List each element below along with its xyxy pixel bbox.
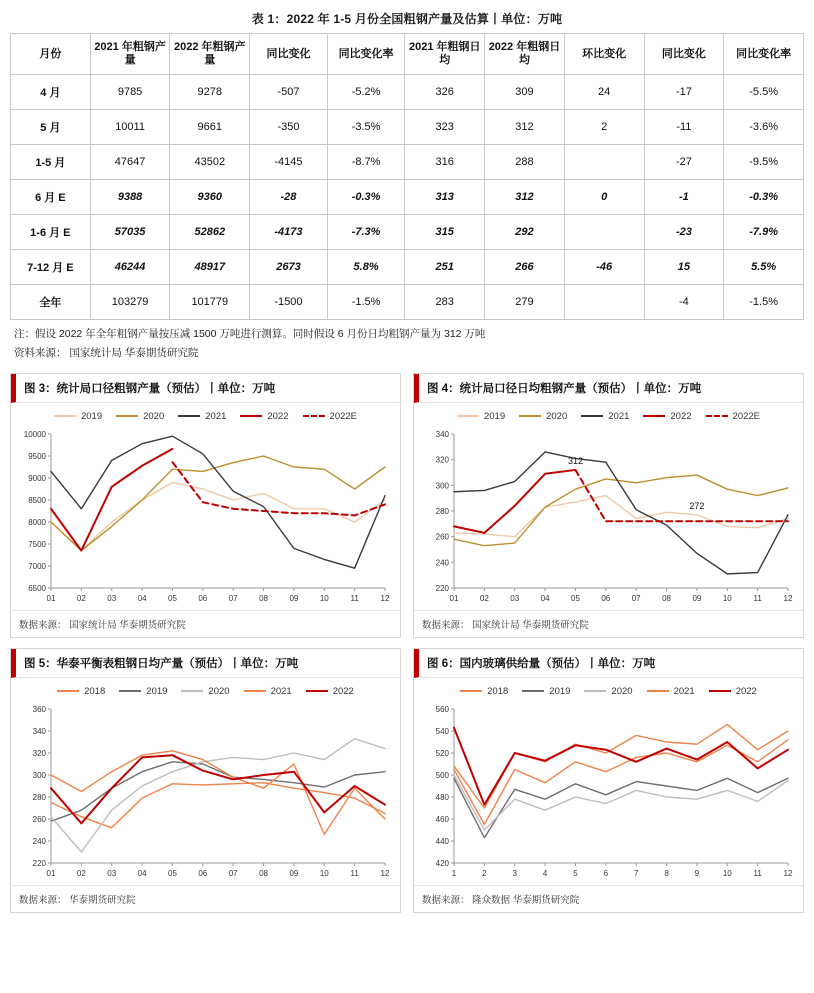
table-cell: 288 [485,145,565,180]
legend-swatch [57,690,79,692]
table-cell: -17 [644,75,724,110]
legend-label: 2019 [80,410,103,422]
table-cell: -3.5% [327,110,405,145]
svg-text:220: 220 [435,583,449,593]
row-label: 7-12 月 E [11,250,91,285]
table-cell: -46 [564,250,644,285]
table-cell: 9388 [90,180,170,215]
legend-item [54,411,102,422]
legend-item [643,411,691,422]
steel-output-table [10,33,804,320]
svg-text:03: 03 [510,593,520,603]
table-header-row [11,34,804,75]
svg-text:03: 03 [107,593,117,603]
row-label: 4 月 [11,75,91,110]
col-month: 月份 [11,34,91,75]
svg-text:09: 09 [289,868,299,878]
table-cell: 43502 [170,145,250,180]
charts-row-2 [10,648,804,913]
legend-swatch [709,690,731,692]
svg-text:05: 05 [168,593,177,603]
legend-label: 2019 [483,410,506,422]
svg-text:4: 4 [542,868,548,878]
table-cell: -28 [250,180,328,215]
svg-text:8000: 8000 [28,517,46,527]
table-cell: -4173 [250,215,328,250]
legend-label: 2022 [267,410,289,422]
row-label: 6 月 E [11,180,91,215]
svg-text:7500: 7500 [28,539,46,549]
table-cell: 57035 [90,215,170,250]
svg-text:560: 560 [435,704,449,714]
table-cell: -0.3% [327,180,405,215]
svg-text:6: 6 [603,868,609,878]
chart-3-legend [11,403,400,424]
svg-text:9000: 9000 [28,473,46,483]
legend-swatch [240,415,262,417]
chart-6-plot [420,699,797,885]
legend-label: 2022 [735,685,757,697]
table-cell: 309 [485,75,565,110]
legend-swatch [706,415,728,417]
svg-text:02: 02 [479,593,489,603]
series-line [454,778,788,837]
legend-item [457,411,505,422]
svg-text:02: 02 [76,593,86,603]
legend-label: 2022E [329,410,358,422]
svg-text:08: 08 [259,868,268,878]
legend-label: 2020 [546,410,568,422]
legend-swatch [178,415,200,417]
legend-item [116,411,164,422]
table-cell [564,215,644,250]
legend-item [522,686,570,697]
line-chart [420,424,798,610]
svg-text:04: 04 [137,593,147,603]
table-cell: -1500 [250,285,328,320]
svg-text:540: 540 [435,726,449,736]
svg-text:11: 11 [753,593,762,603]
row-label: 1-5 月 [11,145,91,180]
chart-6-title: 图 6：国内玻璃供给量（预估）丨单位：万吨 [414,649,803,678]
table-cell: 313 [405,180,485,215]
legend-swatch [119,690,141,692]
table-cell: 266 [485,250,565,285]
svg-text:02: 02 [76,868,86,878]
table-cell: -0.3% [724,180,804,215]
table-cell: 52862 [170,215,250,250]
svg-text:04: 04 [137,868,147,878]
chart-4-title: 图 4：统计局口径日均粗钢产量（预估）丨单位：万吨 [414,374,803,403]
svg-text:300: 300 [32,770,46,780]
svg-text:08: 08 [259,593,268,603]
svg-text:06: 06 [198,868,208,878]
svg-text:07: 07 [228,593,238,603]
svg-text:340: 340 [435,429,449,439]
col-2021-output: 2021 年粗钢产量 [90,34,170,75]
svg-text:08: 08 [662,593,671,603]
legend-swatch [519,415,541,417]
table-cell: -507 [250,75,328,110]
table-cell: 283 [405,285,485,320]
col-yoy-rate: 同比变化率 [327,34,405,75]
table-cell: -9.5% [724,145,804,180]
chart-annotation: 272 [689,500,705,511]
legend-swatch [244,690,266,692]
svg-text:09: 09 [289,593,299,603]
legend-item [647,686,695,697]
col-yoy-rate-2: 同比变化率 [724,34,804,75]
svg-text:01: 01 [449,593,459,603]
svg-text:280: 280 [32,792,46,802]
legend-label: 2022E [732,410,761,422]
series-line [51,755,385,823]
svg-text:1: 1 [451,868,457,878]
legend-swatch [460,690,482,692]
line-chart [17,699,395,885]
svg-text:12: 12 [380,593,390,603]
table-cell: -23 [644,215,724,250]
legend-swatch [581,415,603,417]
chart-4-legend [414,403,803,424]
legend-item [306,686,354,697]
line-chart [17,424,395,610]
table-cell [564,145,644,180]
svg-text:12: 12 [783,593,793,603]
table-note: 注：假设 2022 年全年粗钢产量按压减 1500 万吨进行测算。同时假设 6 月份日均粗钢产量为 312 万吨 [14,328,486,340]
chart-3-title: 图 3：统计局口径粗钢产量（预估）丨单位：万吨 [11,374,400,403]
legend-label: 2022 [670,410,692,422]
svg-text:9: 9 [694,868,700,878]
chart-5-legend [11,678,400,699]
svg-text:240: 240 [435,558,449,568]
col-yoy-change: 同比变化 [250,34,328,75]
table-cell: 48917 [170,250,250,285]
chart-5-title: 图 5：华泰平衡表粗钢日均产量（预估）丨单位：万吨 [11,649,400,678]
svg-text:7000: 7000 [28,561,46,571]
legend-item [581,411,629,422]
svg-text:10: 10 [319,593,329,603]
series-line [454,452,788,574]
table-cell: -4 [644,285,724,320]
svg-text:220: 220 [32,858,46,868]
table-cell: 5.5% [724,250,804,285]
legend-label: 2021 [608,410,630,422]
svg-text:10000: 10000 [23,429,46,439]
svg-text:11: 11 [753,868,762,878]
table-cell: -3.6% [724,110,804,145]
legend-item [709,686,757,697]
legend-item [584,686,632,697]
legend-item [181,686,229,697]
table-body [11,75,804,320]
chart-card-3 [10,373,401,638]
svg-text:11: 11 [350,593,359,603]
series-line [51,482,385,550]
table-row [11,145,804,180]
svg-text:12: 12 [783,868,793,878]
legend-label: 2020 [143,410,165,422]
svg-text:3: 3 [512,868,517,878]
series-line [454,470,575,533]
legend-swatch [584,690,606,692]
legend-item [244,686,292,697]
series-line [454,724,788,808]
legend-swatch [303,415,325,417]
legend-item [460,686,508,697]
svg-text:01: 01 [46,593,56,603]
series-line [51,761,385,820]
table-row [11,110,804,145]
legend-item [119,686,167,697]
table-cell: 9661 [170,110,250,145]
legend-swatch [306,690,328,692]
legend-label: 2018 [487,685,509,697]
table-cell: 10011 [90,110,170,145]
series-line [454,727,788,804]
chart-card-6 [413,648,804,913]
table-cell: 24 [564,75,644,110]
line-chart [420,699,798,885]
svg-text:420: 420 [435,858,449,868]
table-cell: 5.8% [327,250,405,285]
svg-text:440: 440 [435,836,449,846]
table-cell: 103279 [90,285,170,320]
table-row [11,250,804,285]
table-row [11,180,804,215]
table-cell: 15 [644,250,724,285]
table-row [11,215,804,250]
table-cell: 315 [405,215,485,250]
table-cell: 2673 [250,250,328,285]
col-yoy-change-2: 同比变化 [644,34,724,75]
svg-text:460: 460 [435,814,449,824]
svg-text:9500: 9500 [28,451,46,461]
legend-label: 2018 [84,685,106,697]
table-cell: -8.7% [327,145,405,180]
table-cell: 2 [564,110,644,145]
table-cell: 0 [564,180,644,215]
legend-item [519,411,567,422]
legend-item [303,411,357,422]
svg-text:360: 360 [32,704,46,714]
table-row [11,285,804,320]
table-cell: -1 [644,180,724,215]
legend-label: 2020 [611,685,633,697]
svg-text:340: 340 [32,726,46,736]
table-cell [564,285,644,320]
svg-text:06: 06 [198,593,208,603]
table-cell: 279 [485,285,565,320]
svg-text:6500: 6500 [28,583,46,593]
svg-text:300: 300 [435,481,449,491]
legend-swatch [643,415,665,417]
chart-annotation: 312 [567,455,583,466]
svg-text:320: 320 [32,748,46,758]
col-2022-daily: 2022 年粗钢日均 [485,34,565,75]
charts-row-1 [10,373,804,638]
table-cell: 9278 [170,75,250,110]
svg-text:10: 10 [319,868,329,878]
svg-text:260: 260 [32,814,46,824]
svg-text:280: 280 [435,506,449,516]
table-cell: 292 [485,215,565,250]
series-line [51,456,385,551]
legend-label: 2019 [549,685,571,697]
chart-card-5 [10,648,401,913]
svg-text:8500: 8500 [28,495,46,505]
table-cell: 47647 [90,145,170,180]
svg-text:500: 500 [435,770,449,780]
legend-item [706,411,760,422]
table-cell: 251 [405,250,485,285]
table-cell: 316 [405,145,485,180]
table-cell: -1.5% [724,285,804,320]
svg-text:8: 8 [664,868,669,878]
legend-item [57,686,105,697]
table-cell: -350 [250,110,328,145]
table-cell: 326 [405,75,485,110]
svg-text:12: 12 [380,868,390,878]
col-mom-change: 环比变化 [564,34,644,75]
svg-text:260: 260 [435,532,449,542]
table-cell: 312 [485,180,565,215]
chart-4-source: 数据来源： 国家统计局 华泰期货研究院 [414,610,803,637]
table-cell: -4145 [250,145,328,180]
svg-text:07: 07 [228,868,238,878]
legend-label: 2020 [208,685,230,697]
table-cell: 9785 [90,75,170,110]
table-cell: -5.5% [724,75,804,110]
chart-6-source: 数据来源： 隆众数据 华泰期货研究院 [414,885,803,912]
table-cell: 312 [485,110,565,145]
chart-5-plot [17,699,394,885]
svg-text:07: 07 [631,593,641,603]
table-cell: 101779 [170,285,250,320]
svg-text:2: 2 [482,868,487,878]
legend-label: 2019 [146,685,168,697]
table-cell: 323 [405,110,485,145]
legend-swatch [647,690,669,692]
series-line [51,750,385,834]
svg-text:10: 10 [722,593,732,603]
table-row [11,75,804,110]
svg-text:05: 05 [168,868,177,878]
legend-swatch [181,690,203,692]
svg-text:480: 480 [435,792,449,802]
series-line [51,436,385,568]
legend-label: 2022 [332,685,354,697]
table-cell: -27 [644,145,724,180]
legend-swatch [54,415,76,417]
chart-card-4 [413,373,804,638]
svg-text:11: 11 [350,868,359,878]
table-cell: -11 [644,110,724,145]
legend-swatch [457,415,479,417]
svg-text:04: 04 [540,593,550,603]
svg-text:520: 520 [435,748,449,758]
legend-label: 2021 [270,685,292,697]
row-label: 5 月 [11,110,91,145]
row-label: 全年 [11,285,91,320]
svg-text:7: 7 [633,868,639,878]
table-cell: -1.5% [327,285,405,320]
table-cell: 46244 [90,250,170,285]
table-cell: -5.2% [327,75,405,110]
table-cell: -7.3% [327,215,405,250]
chart-6-legend [414,678,803,699]
chart-5-source: 数据来源： 华泰期货研究院 [11,885,400,912]
legend-swatch [116,415,138,417]
series-line [51,449,172,551]
svg-text:320: 320 [435,455,449,465]
table-title: 表 1：2022 年 1-5 月份全国粗钢产量及估算丨单位：万吨 [251,12,563,26]
chart-3-source: 数据来源： 国家统计局 华泰期货研究院 [11,610,400,637]
svg-text:01: 01 [46,868,56,878]
row-label: 1-6 月 E [11,215,91,250]
legend-label: 2021 [673,685,695,697]
chart-3-plot [17,424,394,610]
col-2021-daily: 2021 年粗钢日均 [405,34,485,75]
table-note-block [14,326,804,363]
svg-text:240: 240 [32,836,46,846]
svg-text:06: 06 [601,593,611,603]
svg-text:05: 05 [571,593,580,603]
legend-item [240,411,288,422]
table-source: 资料来源： 国家统计局 华泰期货研究院 [14,346,199,359]
legend-label: 2021 [205,410,227,422]
legend-swatch [522,690,544,692]
chart-4-plot [420,424,797,610]
svg-text:5: 5 [573,868,578,878]
table-cell: -7.9% [724,215,804,250]
col-2022-output: 2022 年粗钢产量 [170,34,250,75]
table-cell: 9360 [170,180,250,215]
svg-text:09: 09 [692,593,702,603]
svg-text:10: 10 [722,868,732,878]
svg-text:03: 03 [107,868,117,878]
series-line [51,782,385,827]
legend-item [178,411,226,422]
